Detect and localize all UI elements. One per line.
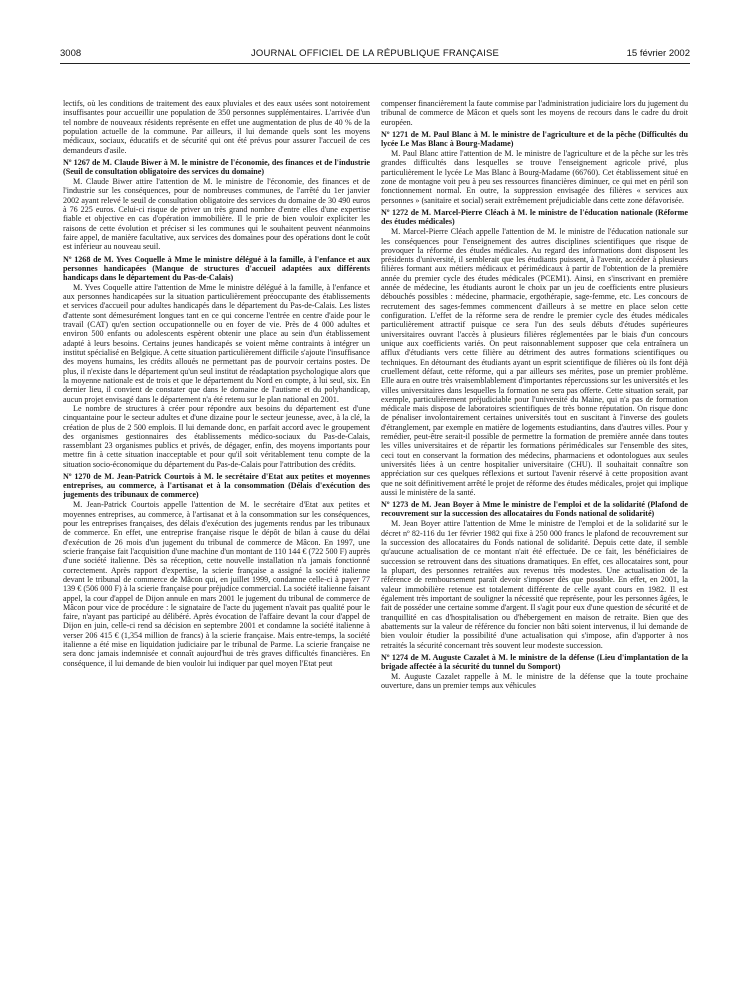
- question-1271-heading: Nº 1271 de M. Paul Blanc à M. le ministre de l'agriculture et de la pêche (Difficultés du lycée Le Mas Blanc à Bourg-Madame): [381, 129, 688, 149]
- question-1273-heading: Nº 1273 de M. Jean Boyer à Mme le ministre de l'emploi et de la solidarité (Plafond de recouvrement sur la succession des allocataires du Fonds national de solidarité): [381, 500, 688, 519]
- journal-title: JOURNAL OFFICIEL DE LA RÉPUBLIQUE FRANÇAISE: [250, 48, 500, 59]
- question-1274-body: M. Auguste Cazalet rappelle à M. le ministre de la défense que la toute prochaine ouverture, dans un premier temps aux véhicules: [381, 672, 688, 691]
- page-number: 3008: [60, 48, 82, 59]
- header-rule: [60, 63, 690, 64]
- page-header: [60, 48, 690, 62]
- question-1268-paragraph: M. Yves Coquelle attire l'attention de Mme le ministre délégué à la famille, à l'enfance et aux personnes handicapées sur la situation particulièrement préoccupante des établissements et services d'accueil pour adultes handicapés dans le département du Pas-de-Calais. Les listes d'attente sont démesurément longues tant en ce qui concerne l'entrée en centre d'aide pour le travail (CAT) qu'en section occupationnelle ou en foyer de vie. Près de 4 000 adultes et environ 500 enfants ou adolescents espèrent obtenir une place au sein d'un établissement adapté à leurs besoins. Certains jeunes handicapés se voient même contraints à intégrer un institut spécialisé en Belgique. A cette situation particulièrement difficile s'ajoute l'insuffisance des moyens humains, les crédits alloués ne permettant pas de pourvoir certains postes. De plus, il n'existe dans le département qu'un seul institut de réadaptation psychologique alors que la moyenne nationale est de trois et que le département du Nord en compte, à lui seul, six. En dernier lieu, il convient de constater que dans le domaine de l'autisme et du polyhandicap, aucun projet envisagé dans le département n'a été retenu sur le plan national en 2001.: [63, 282, 370, 404]
- question-1268-paragraph: Le nombre de structures à créer pour répondre aux besoins du département est d'une cinquantaine pour le secteur adultes et d'une dizaine pour le secteur jeunesse, avec, à la clé, la création de plus de 2 500 emplois. Il lui demande donc, en parfait accord avec le groupement des organismes gestionnaires des établissements médico-sociaux du Pas-de-Calais, rassemblant 23 organismes publics et privés, de dégager, enfin, des moyens importants pour mettre fin à cette situation inacceptable et pour qu'il soit véritablement tenu compte de la situation socio-économique du département du Pas-de-Calais pour l'attribution des crédits.: [63, 403, 370, 469]
- question-1267-heading: Nº 1267 de M. Claude Biwer à M. le ministre de l'économie, des finances et de l'industrie (Seuil de consultation obligatoire des services du domaine): [63, 157, 370, 176]
- question-1272-heading: Nº 1272 de M. Marcel-Pierre Cléach à M. le ministre de l'éducation nationale (Réforme des études médicales): [381, 208, 688, 227]
- question-1273-body: M. Jean Boyer attire l'attention de Mme le ministre de l'emploi et de la solidarité sur le décret nº 82-116 du 1er février 1982 qui fixe à 250 000 francs le plafond de recouvrement sur la succession des allocataires du Fonds national de solidarité. Depuis cette date, il semble qu'aucune actualisation de ce montant n'ait été effectuée. De ce fait, les bénéficiaires de succession se retrouvent dans des situations dramatiques. En effet, ces allocataires sont, pour la plupart, des personnes retraitées aux revenus très modestes. Une actualisation de la référence de remboursement paraît devoir s'imposer dès que possible. En effet, en 2001, la valeur immobilière retenue est totalement différente de celle ayant cours en 1982. Il est également très important de souligner la nécessité que représente, pour les personnes âgées, le fait de posséder une certaine somme d'argent. Il s'agit pour eux d'une question de sécurité et de tranquillité en cas d'hospitalisation ou d'hébergement en maison de retraite. Bien que des abattements sur la valeur de référence du foncier non bâti soient intervenus, il lui demande de bien vouloir étudier la possibilité d'une actualisation qui s'impose, afin d'apporter à nos retraités la sécurité concernant très souvent leur modeste succession.: [381, 519, 688, 650]
- question-1267-body: M. Claude Biwer attire l'attention de M. le ministre de l'économie, des finances et de l'industrie sur les conséquences, pour de nombreuses communes, de l'arrêté du 1er janvier 2002 ayant relevé le seuil de consultation obligatoire des services du domaine de 30 490 euros à 76 225 euros. Celui-ci risque de priver un très grand nombre d'entre elles d'une expertise fiable et objective en cas d'opération immobilière. Il le prie de bien vouloir expliciter les raisons de cette évolution et préciser si les communes qui le souhaitent peuvent néanmoins faire appel, de manière facultative, aux services des domaines pour des opérations dont le coût est inférieur au nouveau seuil.: [63, 177, 370, 252]
- right-column: [381, 99, 688, 989]
- question-1271-body: M. Paul Blanc attire l'attention de M. le ministre de l'agriculture et de la pêche sur les très grandes difficultés dans lesquelles se trouve l'enseignement agricole privé, plus particulièrement le lycée Le Mas Blanc à Bourg-Madame (66760). Cet établissement situé en zone de montagne voit peu à peu ses ressources financières diminuer, ce qui met en péril son fonctionnement normal. En outre, la suppression envisagée des filières « services aux personnes » (sanitaire et social) serait extrêmement préjudiciable dans cette zone défavorisée.: [381, 149, 688, 205]
- publication-date: 15 février 2002: [626, 48, 690, 59]
- question-1270-continuation: compenser financièrement la faute commise par l'administration judiciaire lors du jugement du tribunal de commerce de Mâcon et quels sont les moyens de recours dans le cadre du droit européen.: [381, 99, 688, 127]
- question-1270-heading: Nº 1270 de M. Jean-Patrick Courtois à M. le secrétaire d'Etat aux petites et moyennes entreprises, au commerce, à l'artisanat et à la consommation (Délais d'exécution des jugements des tribunaux de commerce): [63, 472, 370, 500]
- question-1272-body: M. Marcel-Pierre Cléach appelle l'attention de M. le ministre de l'éducation nationale sur les conséquences pour l'enseignement des autres disciplines scientifiques que risque de provoquer la réforme des études médicales. Au regard des informations dont disposent les présidents d'université, il semblerait que les étudiants puissent, à l'avenir, accéder à plusieurs filières formant aux métiers médicaux et périmédicaux à partir de l'obtention de la première année du premier cycle des études médicales (PCEM1). Ainsi, en s'inscrivant en première année de médecine, les étudiants auront le choix par un jeu de coefficients entre plusieurs débouchés possibles : médecine, pharmacie, ergothérapie, sage-femme, etc. Les concours de recrutement des sages-femmes commencent d'ailleurs à se mettre en place selon cette configuration. L'effet de la réforme sera de rendre le premier cycle des études médicales particulièrement attractif puisque ce sera l'un des seuls débuts d'études supérieures universitaires ouvrant l'accès à plusieurs filières réglementées par le biais d'un concours unique aux coefficients variés. On peut raisonnablement supposer que cela entraînera un afflux d'étudiants vers cette filière au détriment des autres formations scientifiques ou techniques. En détournant des étudiants ayant un esprit scientifique de filières où ils font déjà cruellement défaut, cette réforme, qui a par ailleurs ses mérites, pose un premier problème. Elle aura en outre très vraisemblablement d'importantes répercussions sur les universités et les villes universitaires dans lesquelles la formation ne sera pas offerte. Cette situation serait, par exemple, particulièrement préjudiciable pour l'université du Maine, qui n'a pas de formation médicale mais dispose de laboratoires scientifiques de très bonne réputation. On risque donc de pénaliser involontairement certaines universités tout en suscitant à l'inverse des goulets d'étranglement, par exemple en matière de logements estudiantins, dans d'autres villes. Pour y remédier, peut-être serait-il possible de permettre la formation de première année dans toutes les villes universitaires et de répartir les formations périmédicales sur l'ensemble des sites, ceci tout en conservant la formation des médecins, pharmaciens et odontologues aux seules universités liées à un centre hospitalier universitaire (CHU). Il souhaitait connaître son appréciation sur ces quelques réflexions et surtout l'avenir réservé à cette proposition avant que ne soit définitivement arrêté le projet de réforme des études médicales, projet qui implique aussi le ministère de la santé.: [381, 227, 688, 497]
- left-column: [63, 99, 370, 989]
- question-1268-heading: Nº 1268 de M. Yves Coquelle à Mme le ministre délégué à la famille, à l'enfance et aux personnes handicapées (Manque de structures d'accueil adaptées aux différents handicaps dans le département du Pas-de-Calais): [63, 254, 370, 282]
- question-1270-body: M. Jean-Patrick Courtois appelle l'attention de M. le secrétaire d'Etat aux petites et moyennes entreprises, au commerce, à l'artisanat et à la consommation sur les conséquences, pour les entreprises françaises, des délais d'exécution des jugements rendus par les tribunaux de commerce. En effet, une entreprise française risque le dépôt de bilan à cause du délai d'exécution de 26 mois d'un jugement du tribunal de commerce de Mâcon. En 1997, une scierie française fait l'acquisition d'une machine d'un montant de 110 144 € (722 500 F) auprès d'une société italienne. Dès sa réception, cette nouvelle installation n'a jamais fonctionné correctement. Après rapport d'expertise, la scierie française a assigné la société italienne devant le tribunal de commerce de Mâcon qui, en juillet 1999, condamne celle-ci à payer 77 139 € (506 000 F) à la scierie française pour préjudice commercial. La société italienne faisant appel, la cour d'appel de Dijon annule en mars 2001 le jugement du tribunal de commerce de Mâcon pour vice de procédure : le signataire de l'acte du jugement n'avait pas qualité pour le faire, n'ayant pas participé au délibéré. Après évocation de l'affaire devant la cour d'appel de Dijon en juin, celle-ci rend sa décision en septembre 2001 et condamne la société italienne à verser 206 415 € (1,354 million de francs) à la scierie française. Mais entre-temps, la société italienne a été mise en liquidation judiciaire par le tribunal de Parme. La scierie française ne sera donc jamais indemnisée et connaît aujourd'hui de très graves difficultés financières. En conséquence, il lui demande de bien vouloir lui indiquer par quel moyen l'Etat peut: [63, 500, 370, 668]
- question-1266-continuation: lectifs, où les conditions de traitement des eaux pluviales et des eaux usées sont notoirement insuffisantes pour accueillir une population de 350 personnes supplémentaires. L'arrivée d'un tel nombre de nouveaux résidents représente en effet une augmentation de plus de 40 % de la population actuelle de la commune. Par ailleurs, il lui demande quels sont les moyens médicaux, sociaux, éducatifs et de sécurité qui ont été prévus pour assurer l'accueil de ces demandeurs d'asile.: [63, 99, 370, 155]
- question-1274-heading: Nº 1274 de M. Auguste Cazalet à M. le ministre de la défense (Lieu d'implantation de la brigade affectée à la sécurité du tunnel du Somport): [381, 652, 688, 671]
